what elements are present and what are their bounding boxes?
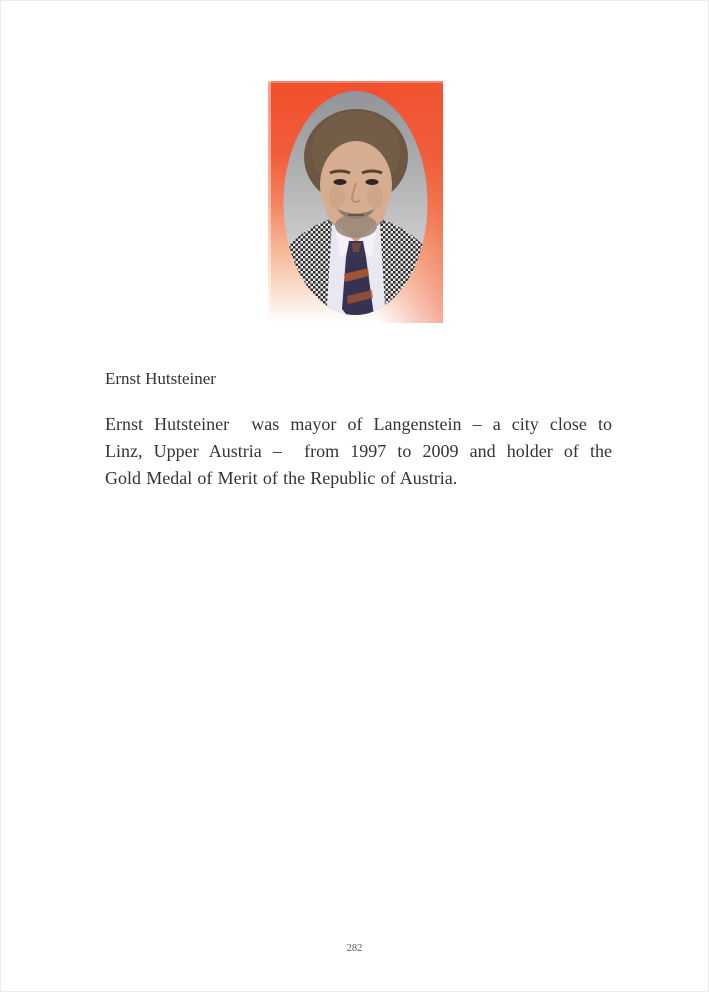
bio-line: Ernst Hutsteiner was mayor of Langenstein – a city close to: [105, 414, 612, 434]
page-number: 282: [346, 943, 363, 954]
bio-line: Gold Medal of Merit of the Republic of Austria.: [105, 468, 458, 488]
portrait-photo-image: [268, 81, 443, 323]
bio-paragraph: [105, 411, 612, 492]
bio-line: Linz, Upper Austria – from 1997 to 2009 and holder of the: [105, 441, 612, 461]
person-name-heading: Ernst Hutsteiner: [105, 369, 216, 388]
portrait-photo: [268, 81, 443, 323]
